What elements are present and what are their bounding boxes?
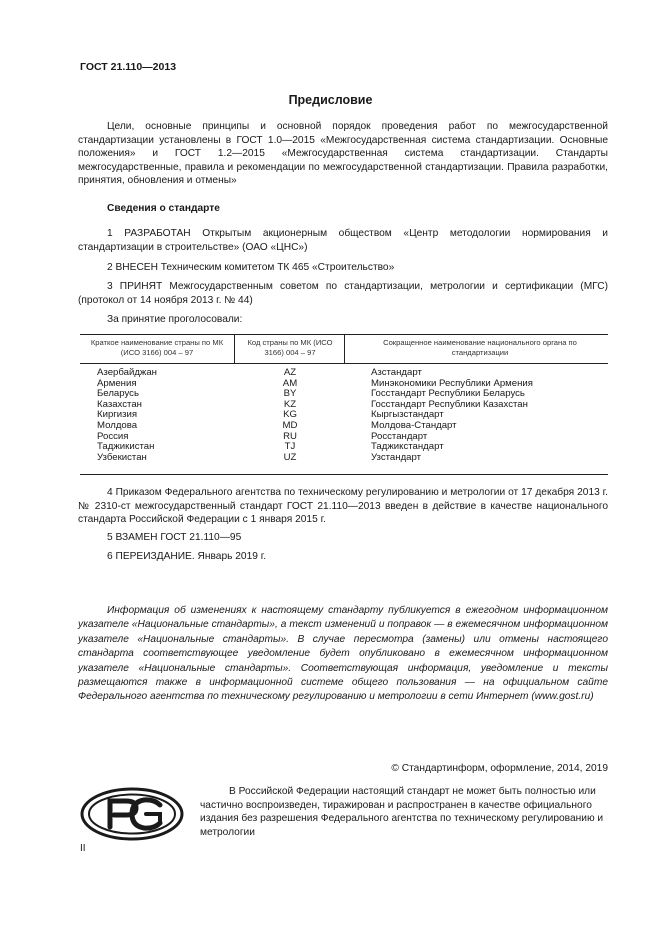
table-cell: Госстандарт Республики Беларусь (371, 388, 525, 400)
table-cell: KG (283, 409, 297, 421)
document-code-header: ГОСТ 21.110—2013 (80, 61, 177, 73)
item-2-submitted: 2 ВНЕСЕН Техническим комитетом ТК 465 «Строительство» (107, 262, 395, 273)
table-cell: Азстандарт (371, 367, 422, 378)
vote-intro: За принятие проголосовали: (107, 314, 243, 325)
table-column-body (371, 368, 533, 463)
table-bottom-border (80, 474, 608, 475)
item-4-order: 4 Приказом Федерального агентства по техническому регулированию и метрологии от 17 декабря 2013 г. № 2310-ст межгосударственный стандарт ГОСТ 21.110—2013 введен в действие в качестве национального стандарта Российской Федерации с 1 января 2015 г. (78, 487, 608, 526)
table-cell: MD (282, 419, 298, 431)
table-cell: UZ (283, 451, 297, 463)
table-cell: KZ (283, 398, 297, 410)
table-cell: AM (282, 377, 298, 389)
table-cell: Беларусь (97, 388, 139, 400)
table-header-border (80, 363, 608, 364)
table-cell: Росстандарт (371, 430, 428, 442)
table-cell: Казахстан (97, 398, 142, 410)
table-cell: BY (283, 388, 297, 400)
table-cell: Киргизия (97, 409, 138, 421)
table-header-code: Код страны по МК (ИСО 3166) 004 – 97 (247, 338, 333, 358)
table-cell: Кыргызстандарт (371, 409, 444, 421)
table-cell: Россия (97, 430, 129, 442)
table-column-country (97, 368, 157, 463)
legal-notice: В Российской Федерации настоящий стандарт не может быть полностью или частично воспроизведен, тиражирован и распространен в качестве официального издания без разрешения Федерального агентства по техническому регулированию и метрологии (200, 786, 604, 838)
table-cell: Минэкономики Республики Армения (371, 377, 533, 389)
table-col-divider (234, 334, 235, 363)
table-header-body: Сокращенное наименование национального органа по стандартизации (383, 338, 577, 358)
table-cell: Молдова (97, 419, 138, 431)
rst-certification-logo-icon (80, 787, 184, 841)
item-6-reissue: 6 ПЕРЕИЗДАНИЕ. Январь 2019 г. (107, 551, 267, 562)
page-title: Предисловие (288, 93, 373, 107)
item-3-adopted: 3 ПРИНЯТ Межгосударственным советом по стандартизации, метрологии и сертификации (МГС) (протокол от 14 ноября 2013 г. № 44) (78, 281, 608, 306)
changes-info-notice: Информация об изменениях к настоящему стандарту публикуется в ежегодном информационном указателе «Национальные стандарты», а текст изменений и поправок — в ежемесячном информационном указателе «Национальные стандарты». В случае пересмотра (замены) или отмены настоящего стандарта соответствующее уведомление будет опубликовано в ежемесячном информационном указателе «Национальные стандарты». Соответствующая информация, уведомление и тексты размещаются также в информационной системе общего пользования — на официальном сайте Федерального агентства по техническому регулированию и метрологии в сети Интернет (www.gost.ru) (78, 605, 608, 703)
page-number: II (80, 843, 86, 854)
copyright-line: © Стандартинформ, оформление, 2014, 2019 (391, 763, 608, 774)
table-cell: Азербайджан (97, 367, 157, 378)
table-column-code (275, 368, 305, 463)
table-cell: AZ (283, 367, 297, 378)
table-cell: Таджикстандарт (371, 441, 444, 453)
intro-paragraph: Цели, основные принципы и основной порядок проведения работ по межгосударственной стандартизации установлены в ГОСТ 1.0—2015 «Межгосударственная система стандартизации. Основные положения» и ГОСТ 1.2—2015 «Межгосударственная система стандартизации. Стандарты межгосударственные, правила и рекомендации по межгосударственной стандартизации. Правила разработки, принятия, обновления и отмены» (78, 121, 608, 187)
table-header-country: Краткое наименование страны по МК (ИСО 3166) 004 – 97 (90, 338, 224, 358)
item-1-developed: 1 РАЗРАБОТАН Открытым акционерным обществом «Центр методологии нормирования и стандартизации в строительстве» (ОАО «ЦНС») (78, 228, 608, 253)
table-col-divider (344, 334, 345, 363)
table-cell: Узстандарт (371, 451, 422, 463)
table-cell: Молдова-Стандарт (371, 419, 457, 431)
table-cell: RU (283, 430, 297, 442)
table-cell: Таджикистан (97, 441, 155, 453)
table-cell: Узбекистан (97, 451, 147, 463)
table-cell: TJ (284, 441, 296, 453)
table-cell: Госстандарт Республики Казахстан (371, 398, 528, 410)
section-title: Сведения о стандарте (107, 203, 220, 214)
voting-table (80, 334, 608, 475)
item-5-replaces: 5 ВЗАМЕН ГОСТ 21.110—95 (107, 532, 242, 543)
table-cell: Армения (97, 377, 137, 389)
